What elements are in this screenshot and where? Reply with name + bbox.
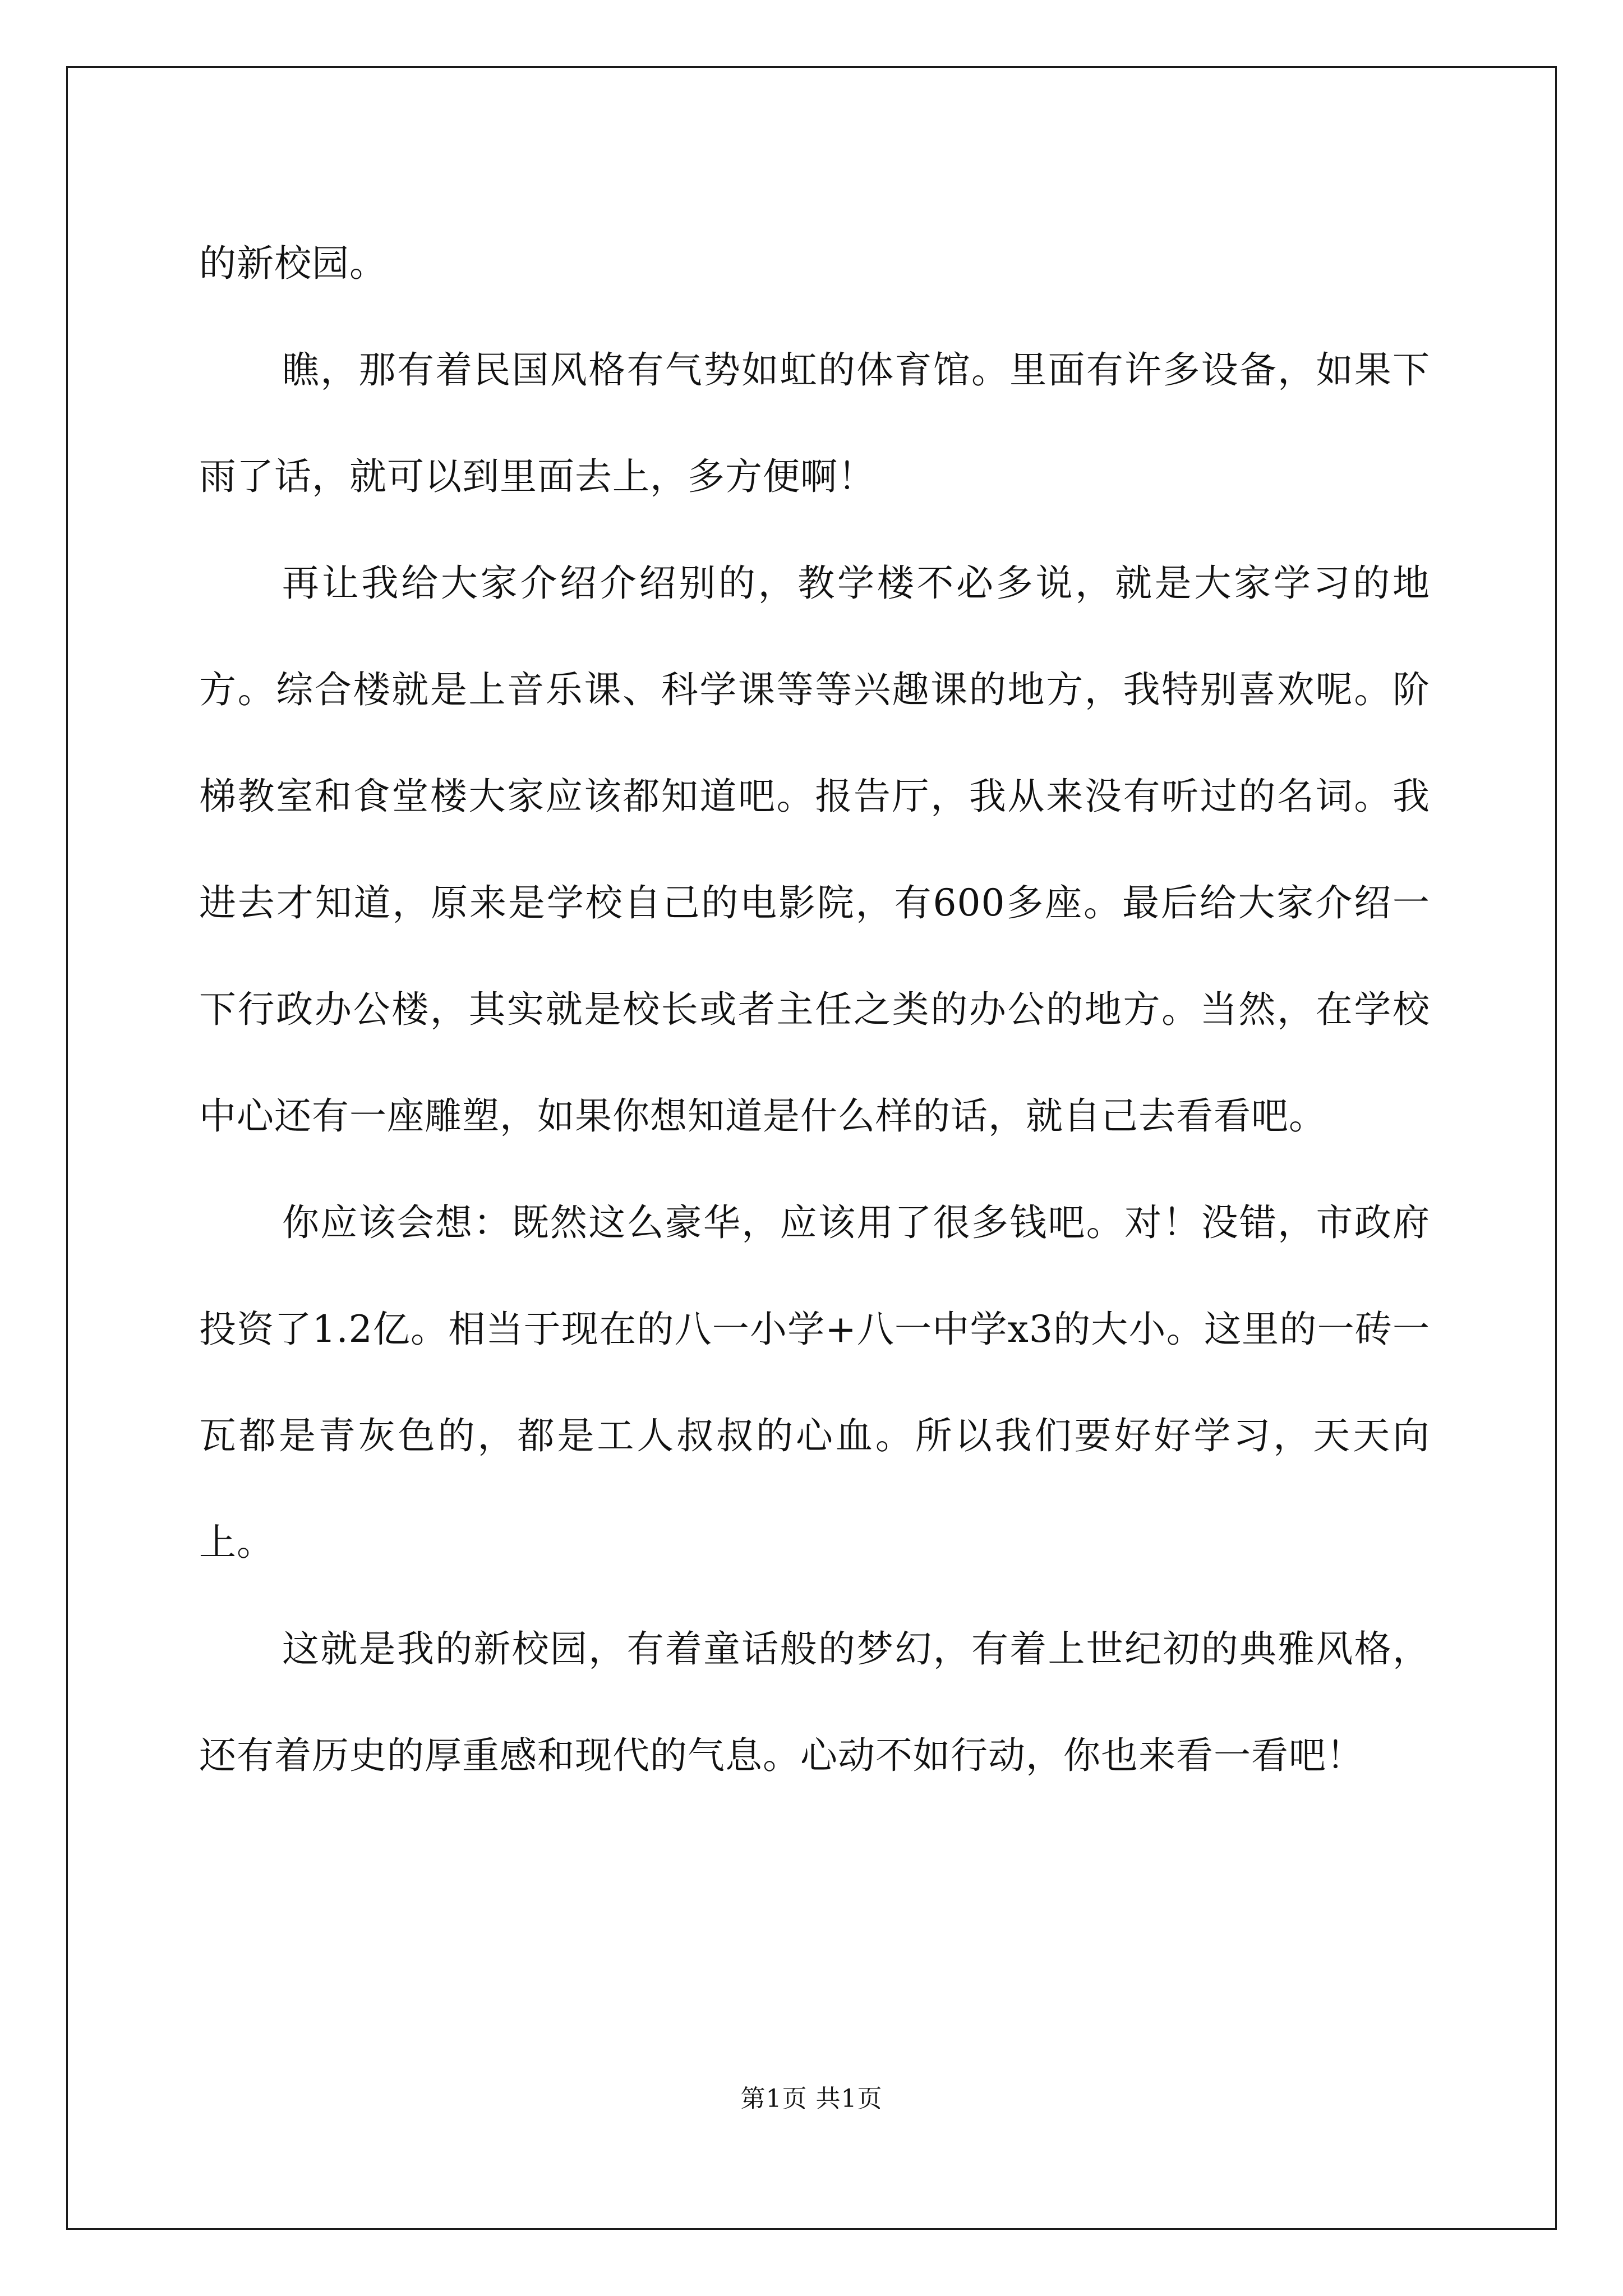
paragraph-buildings: 再让我给大家介绍介绍别的，教学楼不必多说，就是大家学习的地方。综合楼就是上音乐课、科学课等等兴趣课的地方，我特别喜欢呢。阶梯教室和食堂楼大家应该都知道吧。报告厅，我从来没有听过的名词。我进去才知道，原来是学校自己的电影院，有600多座。最后给大家介绍一下行政办公楼，其实就是校长或者主任之类的办公的地方。当然，在学校中心还有一座雕塑，如果你想知道是什么样的话，就自己去看看吧。: [199, 562, 1430, 1138]
page-footer: 第1页 共1页: [740, 2085, 883, 2113]
paragraph-gymnasium: 瞧，那有着民国风格有气势如虹的体育馆。里面有许多设备，如果下雨了话，就可以到里面去上，多方便啊！: [199, 348, 1430, 498]
paragraph-conclusion: 这就是我的新校园，有着童话般的梦幻，有着上世纪初的典雅风格，还有着历史的厚重感和现代的气息。心动不如行动，你也来看一看吧！: [199, 1627, 1430, 1777]
paragraph-investment: 你应该会想：既然这么豪华，应该用了很多钱吧。对！没错，市政府投资了1.2亿。相当于现在的八一小学+八一中学x3的大小。这里的一砖一瓦都是青灰色的，都是工人叔叔的心血。所以我们要好好学习，天天向上。: [199, 1201, 1430, 1564]
paragraph-continuation: 的新校园。: [199, 242, 387, 285]
document-body: [199, 210, 1430, 1809]
